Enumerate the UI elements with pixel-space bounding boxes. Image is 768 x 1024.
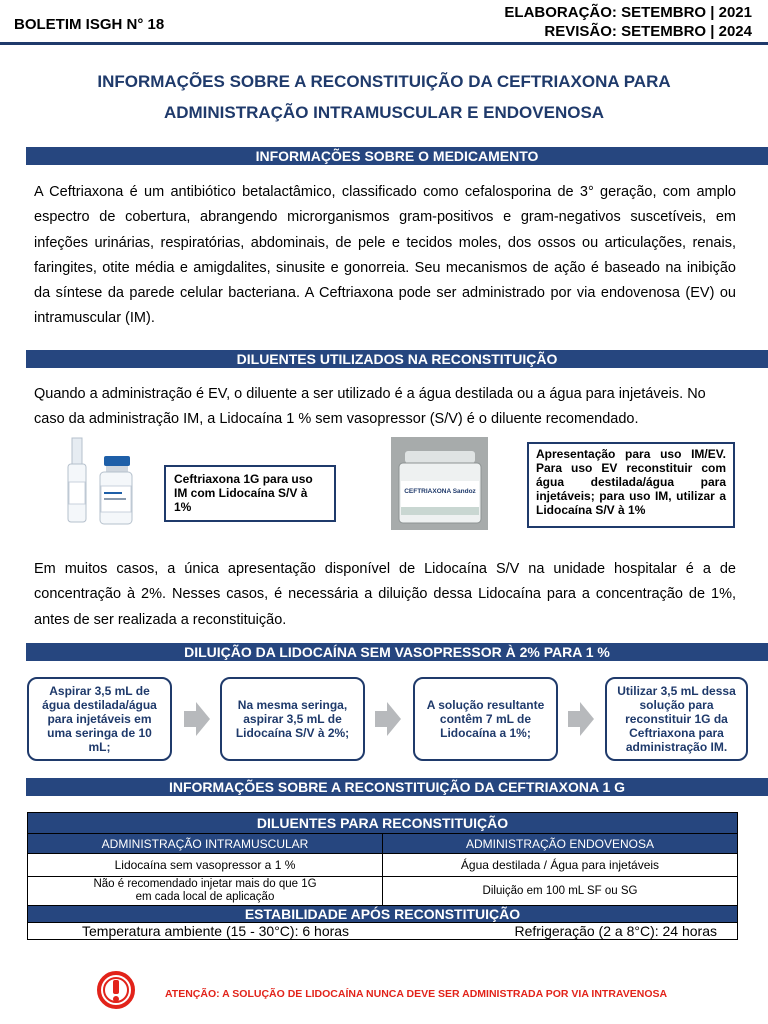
- lidocaine-note: Em muitos casos, a única apresentação disponível de Lidocaína S/V na unidade hospitalar é a de concentração à 2%. Nesses casos, é necessária a diluição dessa Lidocaína para a concentração de 1%, antes de ser realizada a reconstituição.: [34, 561, 736, 628]
- row2-ev-cell: Diluição em 100 mL SF ou SG: [383, 877, 738, 906]
- reconstitution-table: [27, 812, 738, 940]
- caption-imev-box: Apresentação para uso IM/EV. Para uso EV reconstituir com água destilada/água para injetáveis; para uso IM, utilizar a Lidocaína S/V à 1%: [527, 442, 735, 528]
- arrow-right-icon: [184, 702, 210, 736]
- bulletin-dates: [504, 3, 752, 41]
- section-heading-dilution: DILUIÇÃO DA LIDOCAÍNA SEM VASOPRESSOR À 2% PARA 1 %: [26, 643, 768, 661]
- page-title-line2: ADMINISTRAÇÃO INTRAMUSCULAR E ENDOVENOSA: [163, 103, 605, 122]
- warning-text: ATENÇÃO: A SOLUÇÃO DE LIDOCAÍNA NUNCA DEVE SER ADMINISTRADA POR VIA INTRAVENOSA: [165, 988, 668, 1000]
- column-header-im: ADMINISTRAÇÃO INTRAMUSCULAR: [28, 834, 383, 854]
- table-row: [28, 877, 738, 906]
- ampoule-vial-image: [60, 436, 140, 528]
- arrow-right-icon: [568, 702, 594, 736]
- table-row: [28, 854, 738, 877]
- row2-im-line2: em cada local de aplicação: [135, 891, 275, 903]
- row2-im-line1: Não é recomendado injetar mais do que 1G: [93, 878, 317, 890]
- bulletin-number: BOLETIM ISGH N° 18: [14, 16, 165, 33]
- table-row: [28, 923, 738, 940]
- section-heading-reconstitution: INFORMAÇÕES SOBRE A RECONSTITUIÇÃO DA CEFTRIAXONA 1 G: [26, 778, 768, 796]
- ceftriaxone-vial-image: [391, 437, 488, 530]
- column-header-ev: ADMINISTRAÇÃO ENDOVENOSA: [383, 834, 738, 854]
- diluents-description: Quando a administração é EV, o diluente a ser utilizado é a água destilada ou a água para injetáveis. No caso da administração IM, a Lidocaína 1 % sem vasopressor (S/V) é o diluente recomendado.: [34, 386, 706, 428]
- medication-description: A Ceftriaxona é um antibiótico betalactâmico, classificado como cefalosporina de 3° geração, com amplo espectro de cobertura, abrangendo microrganismos gram-positivos e gram-negativos suscetíveis, em infeções urinárias, respiratórias, abdominais, de pele e tecidos moles, dos ossos ou articulações, renais, faringites, otite média e amigdalites, sinusite e gonorreia. Seu mecanismos de ação é baseado na inibição da síntese da parede celular bacteriana. A Ceftriaxona pode ser administrado por via endovenosa (EV) ou intramuscular (IM).: [34, 184, 736, 327]
- page-title-line1: INFORMAÇÕES SOBRE A RECONSTITUIÇÃO DA CEFTRIAXONA PARA: [97, 72, 671, 91]
- header-divider: [0, 42, 768, 45]
- elaboration-date: ELABORAÇÃO: SETEMBRO | 2021: [504, 4, 752, 21]
- step-1-box: Aspirar 3,5 mL de água destilada/água para injetáveis em uma seringa de 10 mL;: [27, 677, 172, 761]
- arrow-right-icon: [375, 702, 401, 736]
- table-title: DILUENTES PARA RECONSTITUIÇÃO: [28, 813, 738, 834]
- stability-row: [28, 923, 738, 940]
- stability-room-temp: Temperatura ambiente (15 - 30°C): 6 horas: [82, 923, 350, 939]
- row1-ev-cell: Água destilada / Água para injetáveis: [383, 854, 738, 877]
- row1-im-cell: Lidocaína sem vasopressor a 1 %: [28, 854, 383, 877]
- row2-im-cell: [28, 877, 383, 906]
- step-3-box: A solução resultante contêm 7 mL de Lidocaína a 1%;: [413, 677, 558, 761]
- vial-label-text: CEFTRIAXONA Sandoz: [404, 488, 476, 495]
- step-4-box: Utilizar 3,5 mL dessa solução para reconstituir 1G da Ceftriaxona para administração IM.: [605, 677, 748, 761]
- alert-icon: [96, 970, 136, 1010]
- revision-date: REVISÃO: SETEMBRO | 2024: [544, 23, 752, 40]
- stability-title: ESTABILIDADE APÓS RECONSTITUIÇÃO: [28, 906, 738, 923]
- section-heading-medication: INFORMAÇÕES SOBRE O MEDICAMENTO: [26, 147, 768, 165]
- caption-im-box: Ceftriaxona 1G para uso IM com Lidocaína S/V à 1%: [164, 465, 336, 522]
- stability-fridge: Refrigeração (2 a 8°C): 24 horas: [514, 923, 717, 939]
- step-2-box: Na mesma seringa, aspirar 3,5 mL de Lidocaína S/V à 2%;: [220, 677, 365, 761]
- section-heading-diluents: DILUENTES UTILIZADOS NA RECONSTITUIÇÃO: [26, 350, 768, 368]
